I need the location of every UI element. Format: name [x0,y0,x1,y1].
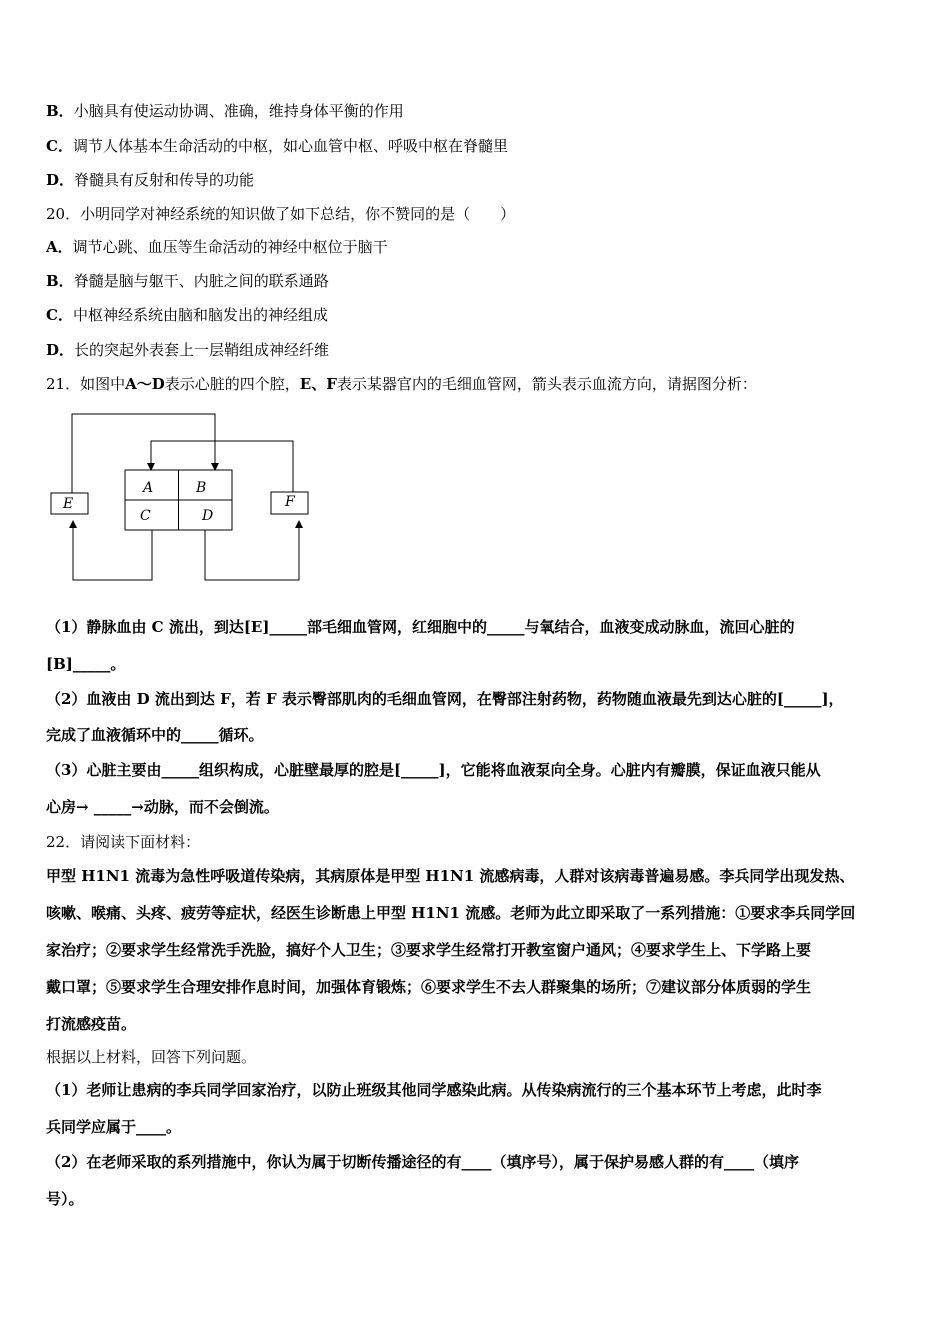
q19-option-d: D．脊髓具有反射和传导的功能 [46,171,255,189]
q21-part2-line2: 完成了血液循环中的_____循环。 [46,726,264,744]
q20-option-a: A．调节心跳、血压等生命活动的神经中枢位于脑干 [46,238,388,256]
q22-material-line: 咳嗽、喉痛、头疼、疲劳等症状，经医生诊断患上甲型 H1N1 流感。老师为此立即采取了一系列措施：①要求李兵同学回 [46,904,856,922]
circulation-diagram [46,410,316,585]
q20-option-d: D．长的突起外表套上一层鞘组成神经纤维 [46,341,330,359]
chamber-a-label: A [143,480,154,496]
q22-material-line: 甲型 H1N1 流毒为急性呼吸道传染病，其病原体是甲型 H1N1 流感病毒，人群对该病毒普遍易感。李兵同学出现发热、 [46,867,855,885]
q22-part1-line1: （1）老师让患病的李兵同学回家治疗，以防止班级其他同学感染此病。从传染病流行的三个基本环节上考虑，此时李 [46,1081,822,1099]
aorta-line [205,527,299,580]
q19-option-b: B．小脑具有使运动协调、准确，维持身体平衡的作用 [46,102,404,120]
q22-part2-line1: （2）在老师采取的系列措施中，你认为属于切断传播途径的有____（填序号），属于保护易感人群的有____（填序 [46,1153,799,1171]
q20-stem: 20．小明同学对神经系统的知识做了如下总结，你不赞同的是（ ） [46,205,516,223]
chamber-c-label: C [140,508,151,524]
q19-option-c: C．调节人体基本生命活动的中枢，如心血管中枢、呼吸中枢在脊髓里 [46,137,508,155]
chamber-b-label: B [196,480,207,496]
pulmonary-artery-line [73,527,152,580]
q22-stem: 22．请阅读下面材料： [46,833,201,851]
q21-stem: 21．如图中A～D表示心脏的四个腔，E、F表示某器官内的毛细血管网，箭头表示血流方向，请据图分析： [46,375,757,393]
q21-part3-line2: 心房→ _____→动脉，而不会倒流。 [46,798,279,816]
q21-part2-line1: （2）血液由 D 流出到达 F，若 F 表示臀部肌肉的毛细血管网，在臀部注射药物，药物随血液最先到达心脏的[_____]， [46,690,844,708]
q21-part3-line1: （3）心脏主要由_____组织构成，心脏壁最厚的腔是[_____]，它能将血液泵向全身。心脏内有瓣膜，保证血液只能从 [46,761,821,779]
q21-part1-line1: （1）静脉血由 C 流出，到达[E]_____部毛细血管网，红细胞中的_____与氧结合，血液变成动脉血，流回心脏的 [46,618,795,636]
q20-option-c: C．中枢神经系统由脑和脑发出的神经组成 [46,306,328,324]
q20-option-b: B．脊髓是脑与躯干、内脏之间的联系通路 [46,272,329,290]
q22-part1-line2: 兵同学应属于____。 [46,1118,182,1136]
q22-material-line: 打流感疫苗。 [46,1015,137,1033]
vena-cava-line [151,441,293,492]
q22-material-line: 戴口罩；⑤要求学生合理安排作息时间，加强体育锻炼；⑥要求学生不去人群聚集的场所；⑦建议部分体质弱的学生 [46,978,812,996]
q22-instruction: 根据以上材料，回答下列问题。 [46,1048,257,1066]
arrow-up-e-icon [69,520,77,528]
q21-part1-line2: [B]_____。 [46,655,126,673]
chamber-d-label: D [202,508,214,524]
q22-material-line: 家治疗；②要求学生经常洗手洗脸，搞好个人卫生；③要求学生经常打开教室窗户通风；④要求学生上、下学路上要 [46,941,812,959]
capillary-e-label: E [63,496,74,512]
capillary-f-label: F [285,494,295,510]
q22-part2-line2: 号）。 [46,1190,84,1208]
arrow-up-f-icon [295,520,303,528]
